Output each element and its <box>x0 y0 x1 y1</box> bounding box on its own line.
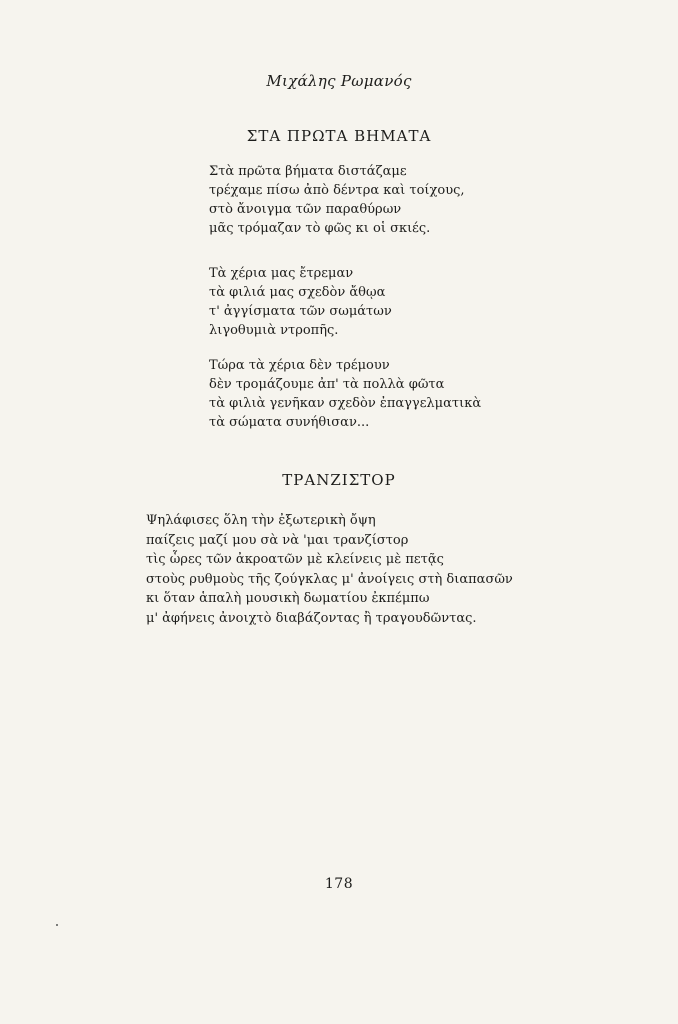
poem2-stanza-1 <box>146 511 513 628</box>
poem-line: στὸ ἄνοιγμα τῶν παραθύρων <box>209 202 402 217</box>
page-number: 178 <box>324 876 354 892</box>
poem1-stanza-2 <box>209 264 392 340</box>
poem-line: Τὰ χέρια μας ἔτρεμαν <box>209 266 354 281</box>
poem-line: Τώρα τὰ χέρια δὲν τρέμουν <box>209 358 390 373</box>
poem-line: τ' ἀγγίσματα τῶν σωμάτων <box>209 304 392 319</box>
poem-line: παίζεις μαζί μου σὰ νὰ 'μαι τρανζίστορ <box>146 532 409 548</box>
poem-line: τὶς ὧρες τῶν ἀκροατῶν μὲ κλείνεις μὲ πετᾷς <box>146 552 444 567</box>
poem-line: τὰ φιλιά μας σχεδὸν ἄθῳα <box>209 285 386 300</box>
poem-line: τὰ σώματα συνήθισαν... <box>209 415 370 430</box>
poem1-stanza-3 <box>209 356 481 432</box>
poem-line: στοὺς ρυθμοὺς τῆς ζούγκλας μ' ἀνοίγεις στὴ διαπασῶν <box>146 571 513 587</box>
paper-speck <box>56 924 58 926</box>
poem-title-sta-prota-vimata: ΣΤΑ ΠΡΩΤΑ ΒΗΜΑΤΑ <box>246 127 432 145</box>
poem-line: Στὰ πρῶτα βήματα διστάζαμε <box>209 164 407 179</box>
poem-line: κι ὅταν ἁπαλὴ μουσικὴ δωματίου ἐκπέμπω <box>146 591 430 606</box>
poem-line: μ' ἀφήνεις ἀνοιχτὸ διαβάζοντας ἢ τραγουδῶντας. <box>146 610 477 626</box>
poem-line: λιγοθυμιὰ ντροπῆς. <box>209 323 339 338</box>
poem-line: δὲν τρομάζουμε ἀπ' τὰ πολλὰ φῶτα <box>209 377 445 392</box>
poem-title-tranzistor: ΤΡΑΝΖΙΣΤΟΡ <box>282 471 396 489</box>
poem1-stanza-1 <box>209 162 465 238</box>
author-name: Μιχάλης Ρωμανός <box>266 72 412 90</box>
poem-line: μᾶς τρόμαζαν τὸ φῶς κι οἱ σκιές. <box>209 221 431 236</box>
poem-line: τὰ φιλιὰ γενῆκαν σχεδὸν ἐπαγγελματικὰ <box>209 396 482 411</box>
poem-line: Ψηλάφισες ὅλη τὴν ἐξωτερικὴ ὄψη <box>146 513 376 528</box>
poem-line: τρέχαμε πίσω ἀπὸ δέντρα καὶ τοίχους, <box>209 183 465 198</box>
